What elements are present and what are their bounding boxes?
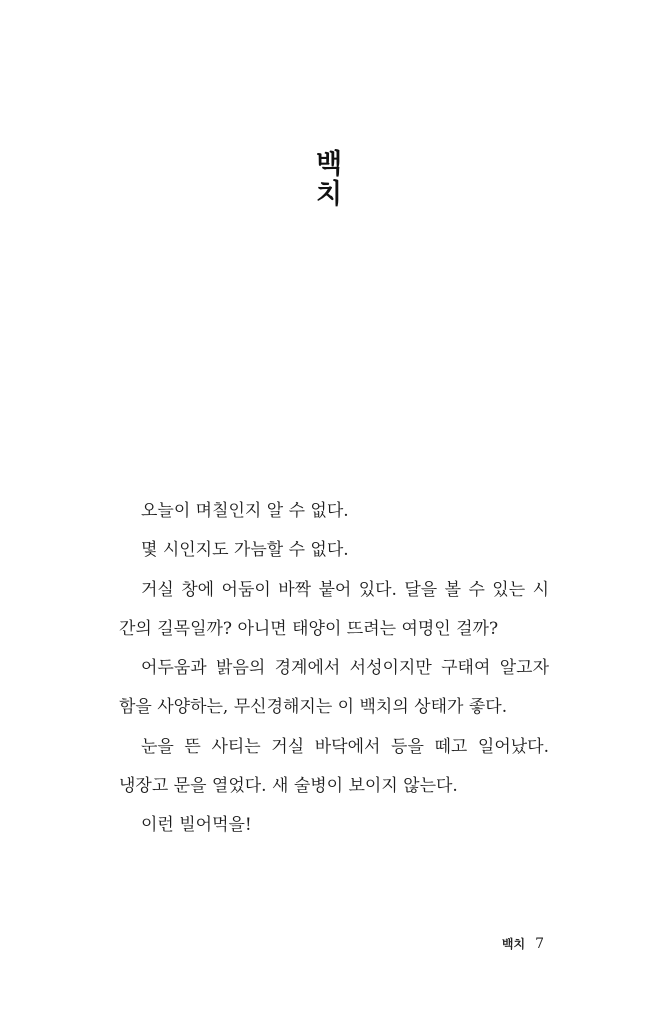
page-number: 7 (535, 936, 544, 952)
text-line-5: 어두움과 밝음의 경계에서 서성이지만 구태여 알고자 (141, 658, 549, 679)
text-line-6: 함을 사양하는, 무신경해지는 이 백치의 상태가 좋다. (119, 697, 508, 718)
chapter-title-line-2: 치 (315, 179, 343, 210)
text-line-3: 거실 창에 어둠이 바짝 붙어 있다. 달을 볼 수 있는 시 (141, 579, 549, 600)
body-text (119, 492, 549, 846)
chapter-title-line-1: 백 (315, 149, 343, 180)
text-line-7: 눈을 뜬 사티는 거실 바닥에서 등을 떼고 일어났다. (141, 736, 549, 757)
running-title: 백치 (501, 937, 526, 951)
page-footer (502, 935, 544, 952)
text-line-8: 냉장고 문을 열었다. 새 술병이 보이지 않는다. (119, 776, 458, 797)
chapter-title (309, 150, 349, 210)
text-line-1: 오늘이 며칠인지 알 수 없다. (141, 501, 349, 521)
text-line-4: 간의 길목일까? 아니면 태양이 뜨려는 여명인 걸까? (119, 618, 499, 639)
text-line-9: 이런 빌어먹을! (141, 815, 252, 836)
text-line-2: 몇 시인지도 가늠할 수 없다. (141, 540, 349, 561)
